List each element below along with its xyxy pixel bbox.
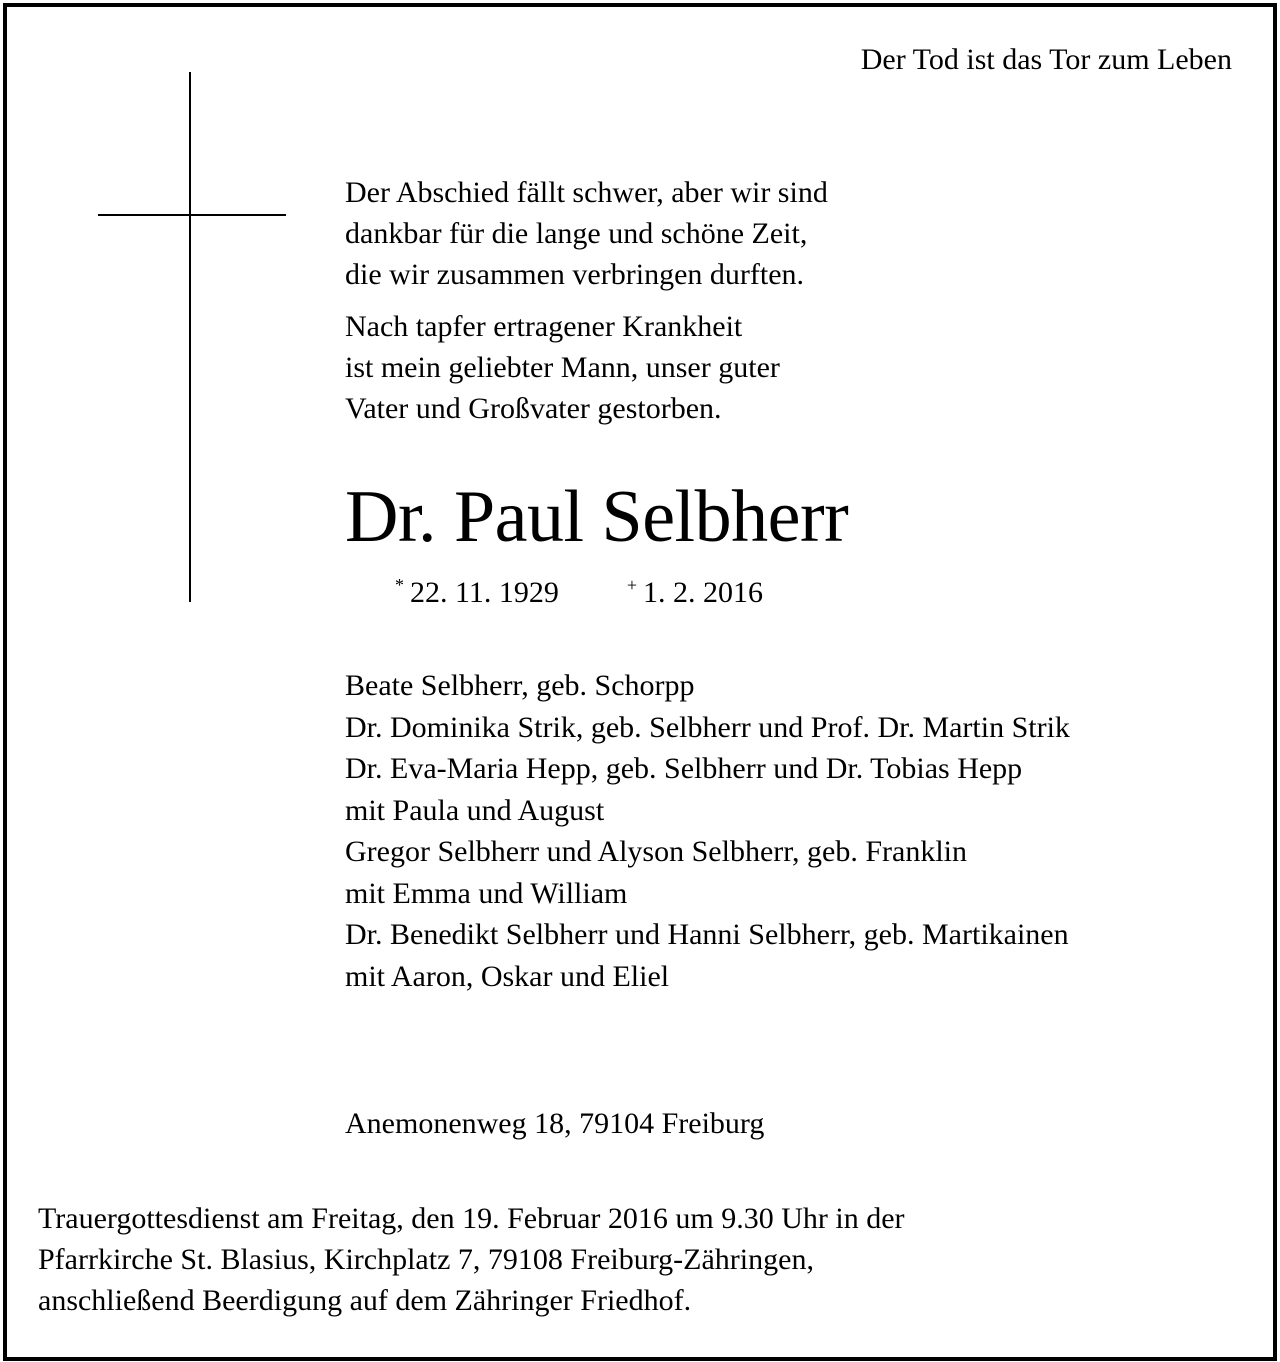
announcement-line: Vater und Großvater gestorben. xyxy=(345,392,722,425)
intro-paragraph xyxy=(345,172,1225,295)
main-text-column xyxy=(345,172,1225,997)
deceased-name: Dr. Paul Selbherr xyxy=(345,476,849,558)
family-line: mit Paula und August xyxy=(345,793,605,827)
service-line: Pfarrkirche St. Blasius, Kirchplatz 7, 79108 Freiburg-Zähringen, xyxy=(38,1243,814,1276)
intro-line: Der Abschied fällt schwer, aber wir sind xyxy=(345,176,828,209)
announcement-paragraph xyxy=(345,306,1225,429)
family-line: Dr. Dominika Strik, geb. Selbherr und Prof. Dr. Martin Strik xyxy=(345,710,1070,744)
life-dates xyxy=(345,567,1225,611)
service-line: anschließend Beerdigung auf dem Zähringer Friedhof. xyxy=(38,1284,692,1317)
family-line: Dr. Benedikt Selbherr und Hanni Selbherr, geb. Martikainen xyxy=(345,918,1069,951)
family-line: mit Emma und William xyxy=(345,876,628,910)
birth-date: 22. 11. 1929 xyxy=(410,576,559,609)
announcement-line: ist mein geliebter Mann, unser guter xyxy=(345,351,780,384)
family-line: Dr. Eva-Maria Hepp, geb. Selbherr und Dr. Tobias Hepp xyxy=(345,752,1023,785)
family-list xyxy=(345,665,1225,997)
death-date: 1. 2. 2016 xyxy=(643,576,764,609)
cross-icon-vertical-bar xyxy=(189,72,191,602)
intro-line: die wir zusammen verbringen durften. xyxy=(345,258,805,291)
birth-mark: * xyxy=(395,575,404,595)
motto: Der Tod ist das Tor zum Leben xyxy=(860,43,1232,76)
family-line: Beate Selbherr, geb. Schorpp xyxy=(345,669,695,702)
funeral-service-info xyxy=(38,1198,905,1321)
family-address: Anemonenweg 18, 79104 Freiburg xyxy=(345,1107,765,1140)
family-line: Gregor Selbherr und Alyson Selbherr, geb. Franklin xyxy=(345,835,968,868)
announcement-line: Nach tapfer ertragener Krankheit xyxy=(345,310,743,343)
death-mark: + xyxy=(626,575,638,595)
cross-icon-horizontal-bar xyxy=(98,214,286,216)
family-line: mit Aaron, Oskar und Eliel xyxy=(345,959,670,993)
service-line: Trauergottesdienst am Freitag, den 19. Februar 2016 um 9.30 Uhr in der xyxy=(38,1202,905,1235)
intro-line: dankbar für die lange und schöne Zeit, xyxy=(345,217,808,250)
